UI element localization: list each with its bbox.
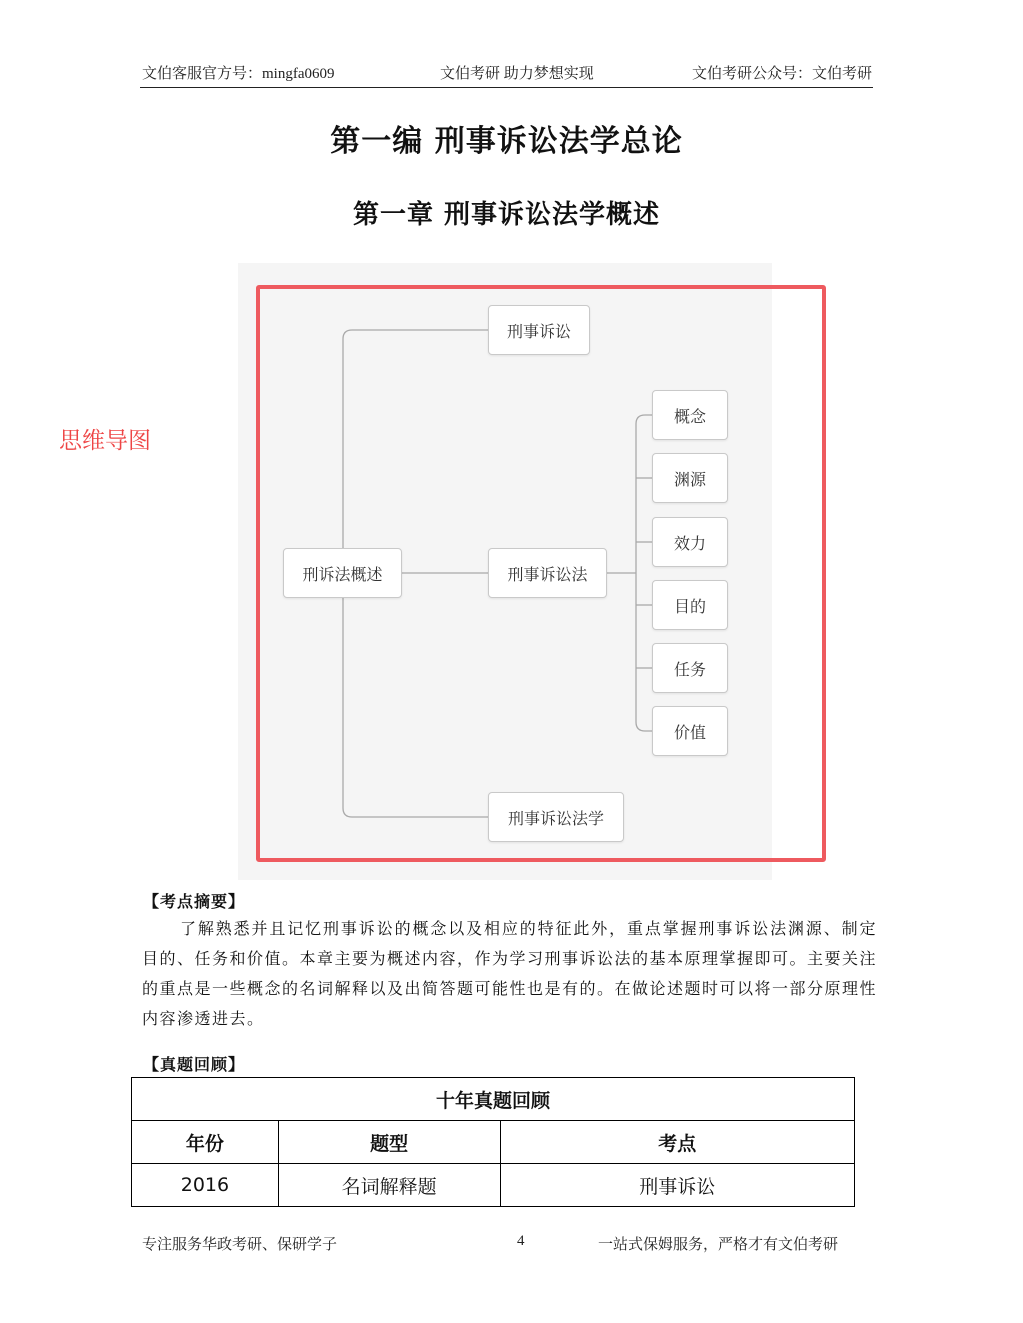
review-heading: 【真题回顾】 [143,1057,246,1074]
mind-map-child-node: 价值 [652,706,728,756]
mind-map-node-criminal-procedure-science: 刑事诉讼法学 [488,792,624,842]
mind-map-label: 思维导图 [59,428,151,454]
table-caption: 十年真题回顾 [132,1078,855,1121]
header-center: 文伯考研 助力梦想实现 [440,66,594,82]
table-cell-point: 刑事诉讼 [500,1164,854,1207]
mind-map-child-node: 效力 [652,517,728,567]
header-left: 文伯客服官方号：mingfa0609 [142,66,335,82]
footer-right: 一站式保姆服务，严格才有文伯考研 [598,1237,839,1253]
page-number: 4 [517,1233,525,1249]
mind-map-node-criminal-procedure: 刑事诉讼 [488,305,590,355]
mind-map-child-node: 目的 [652,580,728,630]
mind-map-child-node: 渊源 [652,453,728,503]
mind-map-node-criminal-procedure-law: 刑事诉讼法 [488,548,607,598]
summary-paragraph: 了解熟悉并且记忆刑事诉讼的概念以及相应的特征此外，重点掌握刑事诉讼法渊源、制定目的、任务和价值。本章主要为概述内容，作为学习刑事诉讼法的基本原理掌握即可。主要关注的重点是一些概念的名词解释以及出简答题可能性也是有的。在做论述题时可以将一部分原理性内容渗透进去。 [142,921,878,1028]
summary-heading: 【考点摘要】 [143,894,246,911]
table-cell-type: 名词解释题 [278,1164,500,1207]
table-row [132,1164,855,1207]
table-cell-year: 2016 [132,1164,279,1207]
mind-map-child-node: 任务 [652,643,728,693]
table-header-type: 题型 [278,1121,500,1164]
header-right: 文伯考研公众号：文伯考研 [692,66,873,82]
mind-map-highlight-frame [256,285,826,862]
mind-map-root-node: 刑诉法概述 [283,548,402,598]
part-title: 第一编 刑事诉讼法学总论 [330,124,683,159]
mind-map-child-node: 概念 [652,390,728,440]
footer-left: 专注服务华政考研、保研学子 [142,1237,338,1253]
table-header-year: 年份 [132,1121,279,1164]
table-header-point: 考点 [500,1121,854,1164]
chapter-title: 第一章 刑事诉讼法学概述 [352,200,661,230]
exam-review-table [131,1077,855,1207]
